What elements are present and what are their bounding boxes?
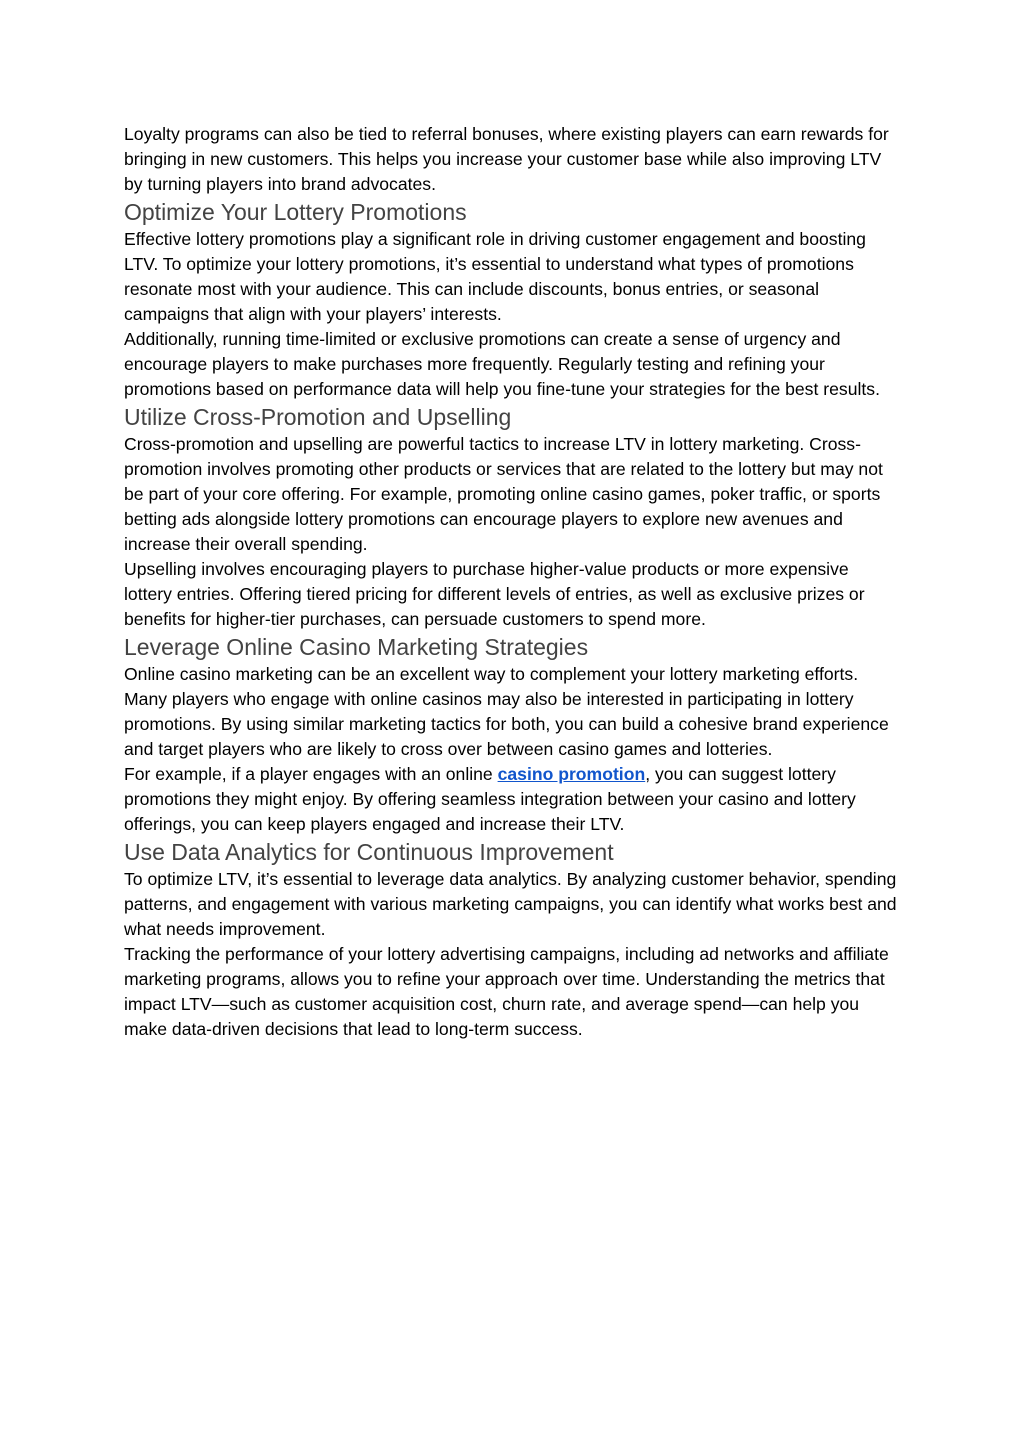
document-page [124,122,900,1042]
intro-paragraph: Loyalty programs can also be tied to referral bonuses, where existing players can earn rewards for bringing in new customers. This helps you increase your customer base while also improving LTV by turning players into brand advocates. [124,124,889,194]
link-paragraph-after-text: , you can suggest lottery promotions they might enjoy. By offering seamless integration between your casino and lottery offerings, you can keep players engaged and increase their LTV. [124,764,856,834]
section-heading-lottery-promotions: Optimize Your Lottery Promotions [124,199,467,225]
paragraph-lottery-promotions-1: Effective lottery promotions play a significant role in driving customer engagement and boosting LTV. To optimize your lottery promotions, it’s essential to understand what types of promotions resonate most with your audience. This can include discounts, bonus entries, or seasonal campaigns that align with your players’ interests. [124,229,866,324]
section-heading-data-analytics: Use Data Analytics for Continuous Improvement [124,839,614,865]
paragraph-data-analytics-1: To optimize LTV, it’s essential to leverage data analytics. By analyzing customer behavior, spending patterns, and engagement with various marketing campaigns, you can identify what works best and what needs improvement. [124,869,897,939]
paragraph-casino-marketing-2 [124,762,900,837]
paragraph-casino-marketing-1: Online casino marketing can be an excellent way to complement your lottery marketing efforts. Many players who engage with online casinos may also be interested in participating in lottery promotions. By using similar marketing tactics for both, you can build a cohesive brand experience and target players who are likely to cross over between casino games and lotteries. [124,664,889,759]
link-paragraph-before-text: For example, if a player engages with an online [124,764,498,784]
paragraph-data-analytics-2: Tracking the performance of your lottery advertising campaigns, including ad networks and affiliate marketing programs, allows you to refine your approach over time. Understanding the metrics that impact LTV—such as customer acquisition cost, churn rate, and average spend—can help you make data-driven decisions that lead to long-term success. [124,944,889,1039]
paragraph-cross-promotion-1: Cross-promotion and upselling are powerful tactics to increase LTV in lottery marketing. Cross-promotion involves promoting other products or services that are related to the lottery but may not be part of your core offering. For example, promoting online casino games, poker traffic, or sports betting ads alongside lottery promotions can encourage players to explore new avenues and increase their overall spending. [124,434,883,554]
section-heading-cross-promotion: Utilize Cross-Promotion and Upselling [124,404,512,430]
paragraph-cross-promotion-2: Upselling involves encouraging players to purchase higher-value products or more expensive lottery entries. Offering tiered pricing for different levels of entries, as well as exclusive prizes or benefits for higher-tier purchases, can persuade customers to spend more. [124,559,865,629]
section-heading-casino-marketing: Leverage Online Casino Marketing Strategies [124,634,589,660]
casino-promotion-link[interactable]: casino promotion [497,764,646,784]
paragraph-lottery-promotions-2: Additionally, running time-limited or exclusive promotions can create a sense of urgency and encourage players to make purchases more frequently. Regularly testing and refining your promotions based on performance data will help you fine-tune your strategies for the best results. [124,329,880,399]
